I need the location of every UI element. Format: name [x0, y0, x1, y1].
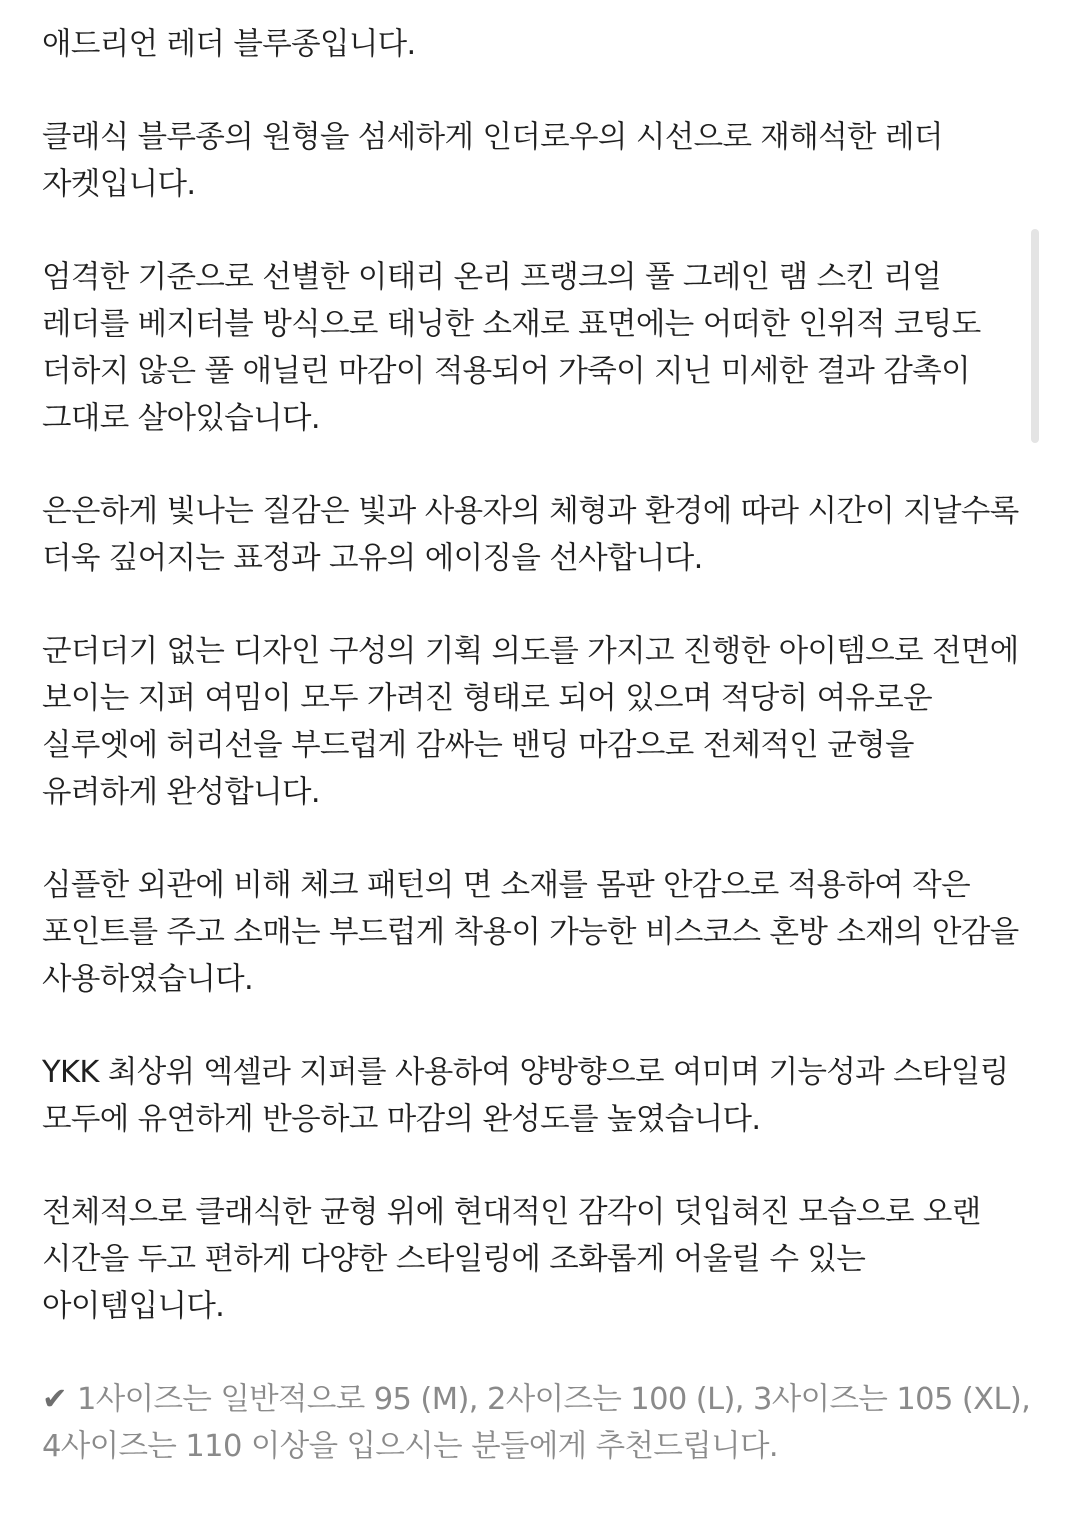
description-paragraph-reinterpretation: 클래식 블루종의 원형을 섬세하게 인더로우의 시선으로 재해석한 레더 자켓입니다.: [42, 120, 943, 202]
check-icon: ✔: [42, 1382, 67, 1417]
size-recommendation-note: [42, 1376, 1032, 1470]
description-paragraph-material: 엄격한 기준으로 선별한 이태리 온리 프랭크의 풀 그레인 램 스킨 리얼 레더를 베지터블 방식으로 태닝한 소재로 표면에는 어떠한 인위적 코팅도 더하지 않은 풀 애닐린 마감이 적용되어 가죽이 지닌 미세한 결과 감촉이 그대로 살아있습니다.: [42, 260, 981, 436]
description-paragraph-lining: 심플한 외관에 비해 체크 패턴의 면 소재를 몸판 안감으로 적용하여 작은 포인트를 주고 소매는 부드럽게 착용이 가능한 비스코스 혼방 소재의 안감을 사용하였습니다.: [42, 868, 1019, 997]
product-description: [42, 21, 1032, 1516]
description-paragraph-summary: 전체적으로 클래식한 균형 위에 현대적인 감각이 덧입혀진 모습으로 오랜 시간을 두고 편하게 다양한 스타일링에 조화롭게 어울릴 수 있는 아이템입니다.: [42, 1195, 981, 1324]
description-paragraph-intro: 애드리언 레더 블루종입니다.: [42, 27, 416, 62]
description-paragraph-texture: 은은하게 빛나는 질감은 빛과 사용자의 체형과 환경에 따라 시간이 지날수록 더욱 깊어지는 표정과 고유의 에이징을 선사합니다.: [42, 494, 1019, 576]
scrollbar-thumb[interactable]: [1031, 229, 1039, 443]
description-paragraph-design: 군더더기 없는 디자인 구성의 기획 의도를 가지고 진행한 아이템으로 전면에 보이는 지퍼 여밈이 모두 가려진 형태로 되어 있으며 적당히 여유로운 실루엣에 허리선을 부드럽게 감싸는 밴딩 마감으로 전체적인 균형을 유려하게 완성합니다.: [42, 634, 1019, 810]
size-recommendation-text: 1사이즈는 일반적으로 95 (M), 2사이즈는 100 (L), 3사이즈는 105 (XL), 4사이즈는 110 이상을 입으시는 분들에게 추천드립니다.: [42, 1382, 1031, 1464]
description-paragraph-zipper: YKK 최상위 엑셀라 지퍼를 사용하여 양방향으로 여미며 기능성과 스타일링 모두에 유연하게 반응하고 마감의 완성도를 높였습니다.: [42, 1055, 1009, 1137]
